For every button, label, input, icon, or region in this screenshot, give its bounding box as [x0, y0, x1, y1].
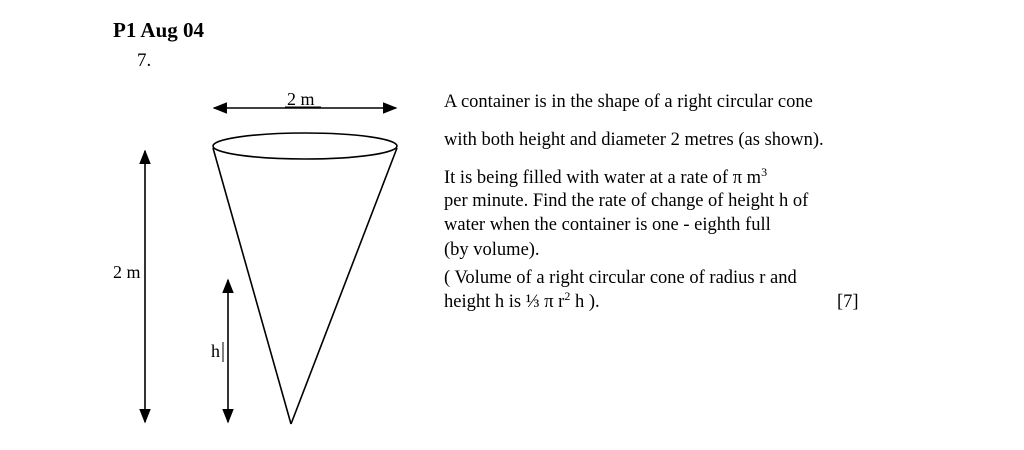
- question-line: (by volume).: [444, 240, 540, 260]
- formula-text: height h is ⅓ π r: [444, 292, 565, 312]
- cone-left-side: [213, 148, 291, 424]
- paper-code-heading: P1 Aug 04: [113, 18, 205, 42]
- cone-diagram: [100, 82, 440, 442]
- question-line: A container is in the shape of a right circular cone: [444, 92, 813, 112]
- question-line: ( Volume of a right circular cone of radius r and: [444, 268, 797, 288]
- cube-superscript: 3: [761, 164, 768, 179]
- cone-right-side: [291, 148, 397, 424]
- formula-suffix: h ).: [570, 292, 600, 312]
- cone-rim: [213, 133, 397, 159]
- height-label: 2 m: [113, 262, 141, 282]
- diameter-label: 2 m: [287, 89, 315, 109]
- marks-badge: [7]: [837, 292, 859, 312]
- square-superscript: 2: [564, 288, 571, 303]
- question-line: [444, 290, 600, 314]
- question-line: water when the container is one - eighth full: [444, 215, 771, 235]
- question-line: with both height and diameter 2 metres (as shown).: [444, 130, 824, 150]
- water-height-label: h: [211, 341, 220, 361]
- question-line: [444, 166, 767, 190]
- rate-text: It is being filled with water at a rate of π m: [444, 168, 762, 188]
- question-number: 7.: [137, 50, 152, 71]
- question-line: per minute. Find the rate of change of height h of: [444, 191, 809, 211]
